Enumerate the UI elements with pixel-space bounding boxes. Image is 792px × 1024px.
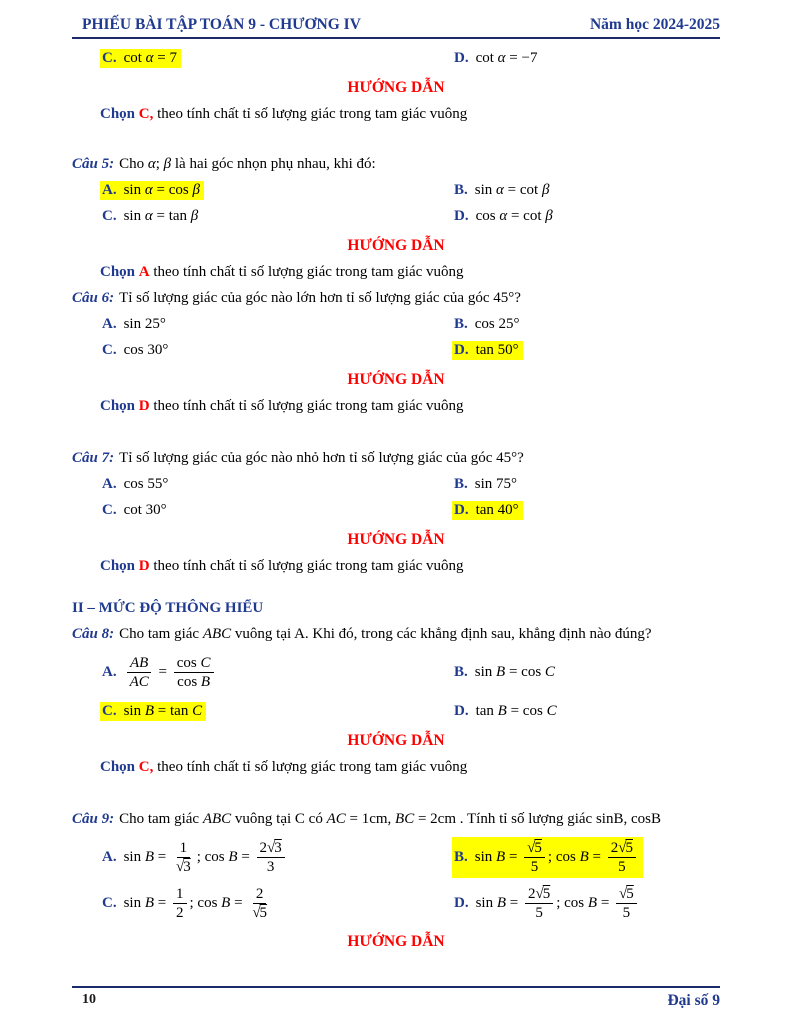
answer-letter: D: [138, 558, 150, 574]
option-cell: [452, 315, 720, 334]
options-row-q4: [72, 45, 720, 71]
option-8c: [100, 702, 206, 721]
option-5d: [452, 207, 557, 226]
option-expression: cot 30°: [123, 501, 167, 518]
header-title: PHIẾU BÀI TẬP TOÁN 9 - CHƯƠNG IV: [82, 16, 361, 33]
option-expression: cos 30°: [123, 341, 169, 358]
answer-letter: A: [138, 264, 150, 280]
option-cell: [452, 341, 720, 360]
option-cell: [452, 207, 720, 226]
option-expression: sin B = $\frac{1}{√3}$ ; cos B = $\frac{2√3}{3}$: [124, 838, 288, 877]
guide-heading: HƯỚNG DẪN: [347, 933, 445, 950]
option-5b: [452, 181, 553, 200]
footer-book-title: Đại số 9: [667, 992, 720, 1009]
option-cell: [72, 315, 452, 334]
option-letter: C.: [102, 207, 117, 224]
option-letter: D.: [454, 49, 469, 66]
question-text: Tỉ số lượng giác của góc nào nhỏ hơn tỉ số lượng giác của góc 45°?: [119, 450, 524, 466]
option-8b: [452, 663, 559, 682]
option-cell: [72, 652, 452, 693]
spacer: [72, 419, 720, 445]
options-row: [72, 471, 720, 497]
option-letter: C.: [102, 501, 117, 518]
option-cell: [72, 702, 452, 721]
chon-label: Chọn: [100, 106, 136, 122]
option-letter: A.: [102, 849, 117, 865]
guide-heading: HƯỚNG DẪN: [347, 531, 445, 548]
option-letter: D.: [454, 341, 469, 358]
option-letter: B.: [454, 181, 468, 198]
option-letter: A.: [102, 181, 117, 198]
option-letter: D.: [454, 702, 469, 719]
question-text: Tỉ số lượng giác của góc nào lớn hơn tỉ số lượng giác của góc 45°?: [119, 290, 521, 306]
options-row: [72, 177, 720, 203]
options-row: [72, 497, 720, 523]
question-label: Câu 8:: [72, 626, 115, 642]
option-7d: [452, 501, 523, 520]
option-letter: B.: [454, 664, 468, 680]
guide-heading: HƯỚNG DẪN: [347, 371, 445, 388]
options-row: [72, 883, 720, 924]
option-expression: cos α = cot β: [475, 207, 553, 224]
options-row: [72, 337, 720, 363]
option-expression: cot α = −7: [475, 49, 538, 66]
option-letter: C.: [102, 702, 117, 719]
option-7c: [100, 501, 171, 520]
explanation-text: theo tính chất tỉ số lượng giác trong tam giác vuông: [153, 558, 464, 574]
option-9b: [452, 837, 643, 878]
option-letter: D.: [454, 207, 469, 224]
option-expression: sin B = tan C: [123, 702, 203, 719]
option-cell: [452, 702, 720, 721]
spacer: [72, 579, 720, 595]
option-cell: [452, 883, 720, 924]
question-label: Câu 9:: [72, 811, 115, 827]
option-expression: sin α = cot β: [474, 181, 550, 198]
guide-heading: HƯỚNG DẪN: [347, 237, 445, 254]
question-8: [72, 621, 720, 647]
option-expression: sin B = $\frac{√5}{5}$ ; cos B = $\frac{2√5}{5}$: [475, 838, 639, 877]
option-expression: sin 75°: [474, 475, 518, 492]
option-cell: [452, 475, 720, 494]
option-letter: B.: [454, 315, 468, 332]
answer-letter: D: [138, 398, 150, 414]
question-label: Câu 6:: [72, 290, 115, 306]
option-expression: sin 25°: [123, 315, 166, 332]
option-cell: [72, 501, 452, 520]
option-letter: C.: [102, 895, 117, 911]
option-6d: [452, 341, 523, 360]
option-cell: [452, 501, 720, 520]
option-cell: [72, 341, 452, 360]
option-letter: A.: [102, 315, 117, 332]
option-expression: sin B = cos C: [474, 664, 555, 680]
option-cell: [452, 49, 720, 68]
explanation-text: theo tính chất tỉ số lượng giác trong tam giác vuông: [153, 398, 464, 414]
chon-label: Chọn: [100, 558, 136, 574]
option-letter: A.: [102, 664, 117, 680]
option-4c: [100, 49, 181, 68]
page-header: [72, 16, 720, 39]
question-text: Cho tam giác ABC vuông tại C có AC = 1cm, BC = 2cm . Tính tỉ số lượng giác sinB, cosB: [119, 811, 661, 827]
option-5c: [100, 207, 202, 226]
question-label: Câu 7:: [72, 450, 115, 466]
option-cell: [452, 837, 720, 878]
option-letter: D.: [454, 895, 469, 911]
option-7b: [452, 475, 521, 494]
section-heading: II – MỨC ĐỘ THÔNG HIỂU: [72, 600, 264, 616]
option-cell: [452, 181, 720, 200]
option-cell: [72, 207, 452, 226]
option-expression: sin α = cos β: [123, 181, 200, 198]
page-number: 10: [82, 992, 96, 1007]
option-expression: cot α = 7: [123, 49, 178, 66]
question-6: [72, 285, 720, 311]
explanation-text: theo tính chất tỉ số lượng giác trong tam giác vuông: [157, 759, 468, 775]
options-row: [72, 311, 720, 337]
explanation-1: [72, 101, 720, 127]
option-expression: $\frac{AB}{AC}$ = $\frac{\text{cos C}}{\text{cos B}}$: [124, 653, 217, 692]
option-7a: [100, 475, 172, 494]
option-letter: C.: [102, 341, 117, 358]
chon-label: Chọn: [100, 264, 136, 280]
option-expression: sin B = $\frac{2√5}{5}$ ; cos B = $\frac{√5}{5}$: [476, 884, 640, 923]
option-9c: [100, 883, 277, 924]
spacer: [72, 127, 720, 151]
page-content: [0, 45, 792, 955]
option-letter: D.: [454, 501, 469, 518]
answer-letter: C,: [138, 759, 154, 775]
option-cell: [72, 883, 452, 924]
question-text: Cho α; β là hai góc nhọn phụ nhau, khi đó:: [119, 156, 376, 172]
guide-heading: HƯỚNG DẪN: [347, 732, 445, 749]
option-9a: [100, 837, 292, 878]
guide-heading: HƯỚNG DẪN: [347, 79, 445, 96]
option-8d: [452, 702, 561, 721]
option-cell: [452, 663, 720, 682]
options-row: [72, 652, 720, 693]
explanation-3: [72, 393, 720, 419]
question-label: Câu 5:: [72, 156, 115, 172]
option-letter: A.: [102, 475, 117, 492]
option-letter: B.: [454, 849, 468, 865]
question-9: [72, 806, 720, 832]
option-cell: [72, 837, 452, 878]
option-5a: [100, 181, 204, 200]
option-4d: [452, 49, 541, 68]
option-9d: [452, 883, 644, 924]
option-letter: C.: [102, 49, 117, 66]
page-footer: [72, 986, 720, 1010]
explanation-text: theo tính chất tỉ số lượng giác trong tam giác vuông: [153, 264, 464, 280]
option-letter: B.: [454, 475, 468, 492]
option-6c: [100, 341, 172, 360]
question-text: Cho tam giác ABC vuông tại A. Khi đó, trong các khẳng định sau, khẳng định nào đúng?: [119, 626, 652, 642]
option-8a: [100, 652, 221, 693]
options-row: [72, 203, 720, 229]
option-cell: [72, 181, 452, 200]
option-expression: tan B = cos C: [475, 702, 557, 719]
option-expression: cos 25°: [474, 315, 520, 332]
question-7: [72, 445, 720, 471]
explanation-5: [72, 754, 720, 780]
option-6a: [100, 315, 170, 334]
option-6b: [452, 315, 524, 334]
chon-label: Chọn: [100, 759, 136, 775]
option-expression: cos 55°: [123, 475, 169, 492]
option-cell: [72, 49, 452, 68]
option-expression: tan 50°: [475, 341, 519, 358]
chon-label: Chọn: [100, 398, 136, 414]
explanation-4: [72, 553, 720, 579]
spacer: [72, 780, 720, 806]
question-5: [72, 151, 720, 177]
explanation-text: theo tính chất tỉ số lượng giác trong tam giác vuông: [157, 106, 468, 122]
options-row: [72, 837, 720, 878]
options-row: [72, 698, 720, 724]
header-school-year: Năm học 2024-2025: [589, 16, 720, 33]
option-expression: tan 40°: [475, 501, 519, 518]
answer-letter: C,: [138, 106, 154, 122]
option-expression: sin α = tan β: [123, 207, 199, 224]
option-expression: sin B = $\frac{1}{2}$ ; cos B = $\frac{2}{√5}$: [123, 886, 268, 921]
option-cell: [72, 475, 452, 494]
explanation-2: [72, 259, 720, 285]
